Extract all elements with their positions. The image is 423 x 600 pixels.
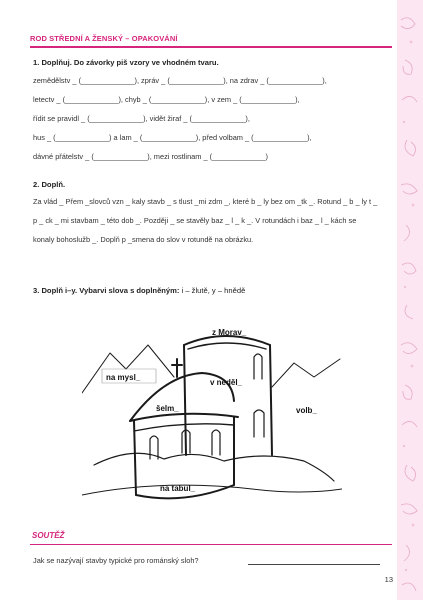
label-v-nedel: v neděl_ bbox=[210, 378, 243, 387]
label-selm: šelm_ bbox=[156, 404, 179, 413]
task1-line-2: letectv _ (_____________), chyb _ (_____________), v zem _ (_____________), bbox=[33, 95, 300, 104]
task1-line-5: dávné přátelstv _ (_____________), mezi rostlinam _ (_____________) bbox=[33, 152, 269, 161]
task3-title bbox=[33, 286, 245, 295]
task1-line-1: zemědělstv _ (_____________), zpráv _ (_____________), na zdrav _ (_____________), bbox=[33, 76, 327, 85]
rotunda-illustration bbox=[82, 305, 342, 515]
label-volb: volb_ bbox=[296, 406, 317, 415]
soutez-question: Jak se nazývají stavby typické pro románský sloh? bbox=[33, 556, 199, 565]
page-number: 13 bbox=[384, 575, 393, 584]
task1-title: 1. Doplňuj. Do závorky piš vzory ve vhodném tvaru. bbox=[33, 58, 219, 67]
label-na-mysl: na mysl_ bbox=[106, 373, 141, 382]
task2-title: 2. Doplň. bbox=[33, 180, 66, 189]
section-title: ROD STŘEDNÍ A ŽENSKÝ – OPAKOVÁNÍ bbox=[30, 34, 178, 43]
section-heading bbox=[30, 34, 392, 48]
task3-title-bold: 3. Doplň i–y. Vybarvi slova s doplněným: bbox=[33, 286, 180, 295]
task1-line-3: řídit se pravidl _ (_____________), vidět žiraf _ (_____________), bbox=[33, 114, 250, 123]
label-na-tabul: na tabul_ bbox=[160, 484, 196, 493]
task1-line-4: hus _ (_____________) a lam _ (_____________), před volbam _ (_____________), bbox=[33, 133, 312, 142]
task3-title-rest: i – žlutě, y – hnědě bbox=[179, 286, 246, 295]
soutez-heading bbox=[30, 530, 392, 545]
decorative-border bbox=[397, 0, 423, 600]
floral-pattern-icon bbox=[397, 0, 423, 600]
task2-paragraph: Za vlád _ Přem _slovců vzn _ kaly stavb _ s tlust _mi zdm _, které b _ ly bez om _tk _. Rotund _ b _ ly t _ p _ ck _ mi stavbam _ této dob _. Později _ se stavěly baz _ l _ k _. V rotundách i baz _ l _ kách se konaly bohoslužb _. Doplň p _smena do slov v rotundě na obrázku. bbox=[33, 197, 378, 244]
label-z-morav: z Morav_ bbox=[212, 328, 247, 337]
answer-field[interactable] bbox=[248, 564, 380, 565]
soutez-title: SOUTĚŽ bbox=[32, 531, 65, 540]
